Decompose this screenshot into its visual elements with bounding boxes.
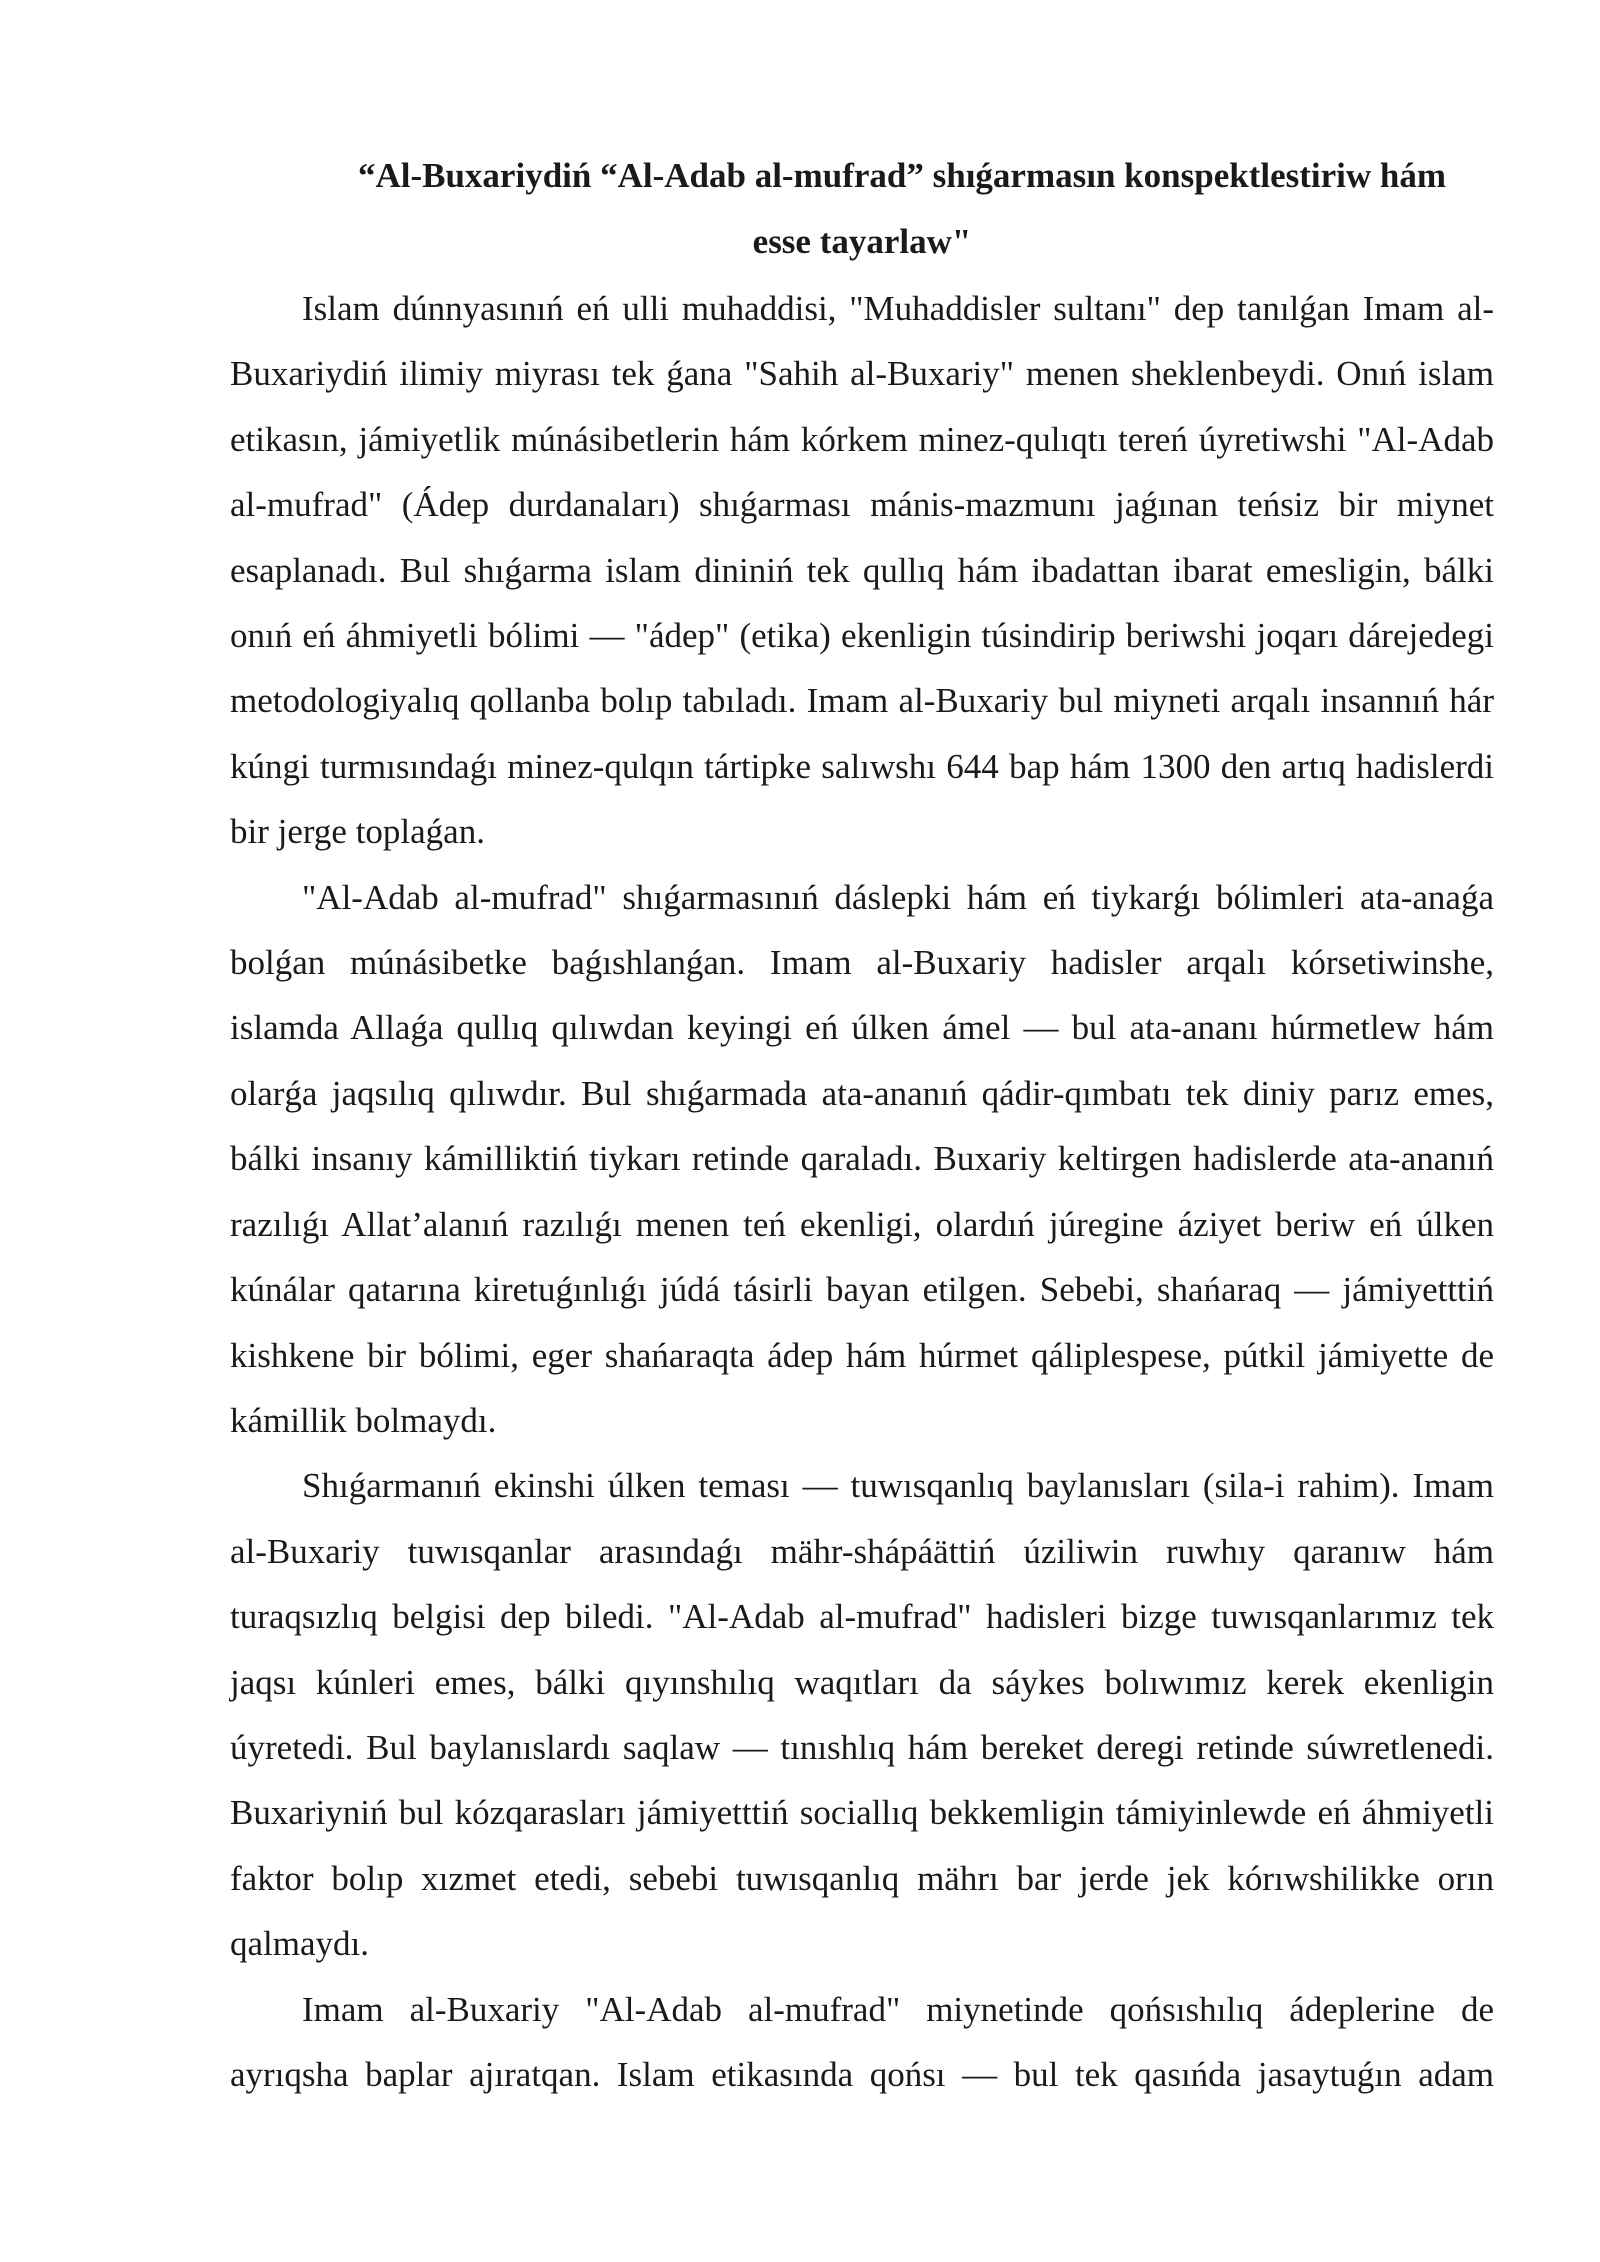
paragraph-4: Imam al-Buxariy "Al-Adab al-mufrad" miynetinde qońsıshılıq ádeplerine de ayrıqsha baplar ajıratqan. Islam etikasında qońsı — bul tek qasıńda jasaytuǵın adam — [230, 1989, 1494, 2094]
title-line-2: esse tayarlaw" — [752, 222, 972, 261]
paragraph-1: Islam dúnnyasınıń eń ulli muhaddisi, "Muhaddisler sultanı" dep tanılǵan Imam al-Buxariydiń ilimiy miyrası tek ǵana "Sahih al-Buxariy" menen sheklenbeydi. Onıń islam etikasın, jámiyetlik múnásibetlerin hám kórkem minez-qulıqtı tereń úyretiwshi "Al-Adab al-mufrad" (Ádep durdanaları) shıǵarması mánis-mazmunı jaǵınan teńsiz bir miynet esaplanadı. Bul shıǵarma islam dininiń tek qullıq hám ibadattan ibarat emesligin, bálki onıń eń áhmiyetli bólimi — "ádep" (etika) ekenligin túsindirip beriwshi joqarı dárejedegi metodologiyalıq qollanba bolıp tabıladı. Imam al-Buxariy bul miyneti arqalı insannıń hár kúngi turmısındaǵı minez-qulqın tártipke salıwshı 644 bap hám 1300 den artıq hadislerdi bir jerge toplaǵan. — [230, 289, 1494, 852]
document-page — [230, 0, 1494, 2262]
paragraph-2: "Al-Adab al-mufrad" shıǵarmasınıń dáslepki hám eń tiykarǵı bólimleri ata-anaǵa bolǵan múnásibetke baǵıshlanǵan. Imam al-Buxariy hadisler arqalı kórsetiwinshe, islamda Allaǵa qullıq qılıwdan keyingi eń úlken ámel — bul ata-ananı húrmetlew hám olarǵa jaqsılıq qılıwdır. Bul shıǵarmada ata-ananıń qádir-qımbatı tek diniy parız emes, bálki insanıy kámilliktiń tiykarı retinde qaraladı. Buxariy keltirgen hadislerde ata-ananıń razılıǵı Allat’alanıń razılıǵı menen teń ekenligi, olardıń júregine áziyet beriw eń úlken kúnálar qatarına kiretuǵınlıǵı júdá tásirli bayan etilgen. Sebebi, shańaraq — jámiyetttiń kishkene bir bólimi, eger shańaraqta ádep hám húrmet qáliplespese, pútkil jámiyette de kámillik bolmaydı. — [230, 877, 1494, 1440]
title-line-1: “Al-Buxariydiń “Al-Adab al-mufrad” shıǵarmasın konspektlestiriw hám — [357, 156, 1447, 195]
document-body — [230, 276, 1494, 2107]
paragraph-3: Shıǵarmanıń ekinshi úlken teması — tuwısqanlıq baylanısları (sila-i rahim). Imam al-Buxariy tuwısqanlar arasındaǵı mähr-shápáättiń úziliwin ruwhıy qaranıw hám turaqsızlıq belgisi dep biledi. "Al-Adab al-mufrad" hadisleri bizge tuwısqanlarımız tek jaqsı kúnleri emes, bálki qıyınshılıq waqıtları da sáykes bolıwımız kerek ekenligin úyretedi. Bul baylanıslardı saqlaw — tınıshlıq hám bereket deregi retinde súwretlenedi. Buxariyniń bul kózqarasları jámiyetttiń sociallıq bekkemligin támiyinlewde eń áhmiyetli faktor bolıp xızmet etedi, sebebi tuwısqanlıq mährı bar jerde jek kórıwshilikke orın qalmaydı. — [230, 1466, 1494, 1964]
document-title — [230, 143, 1494, 275]
